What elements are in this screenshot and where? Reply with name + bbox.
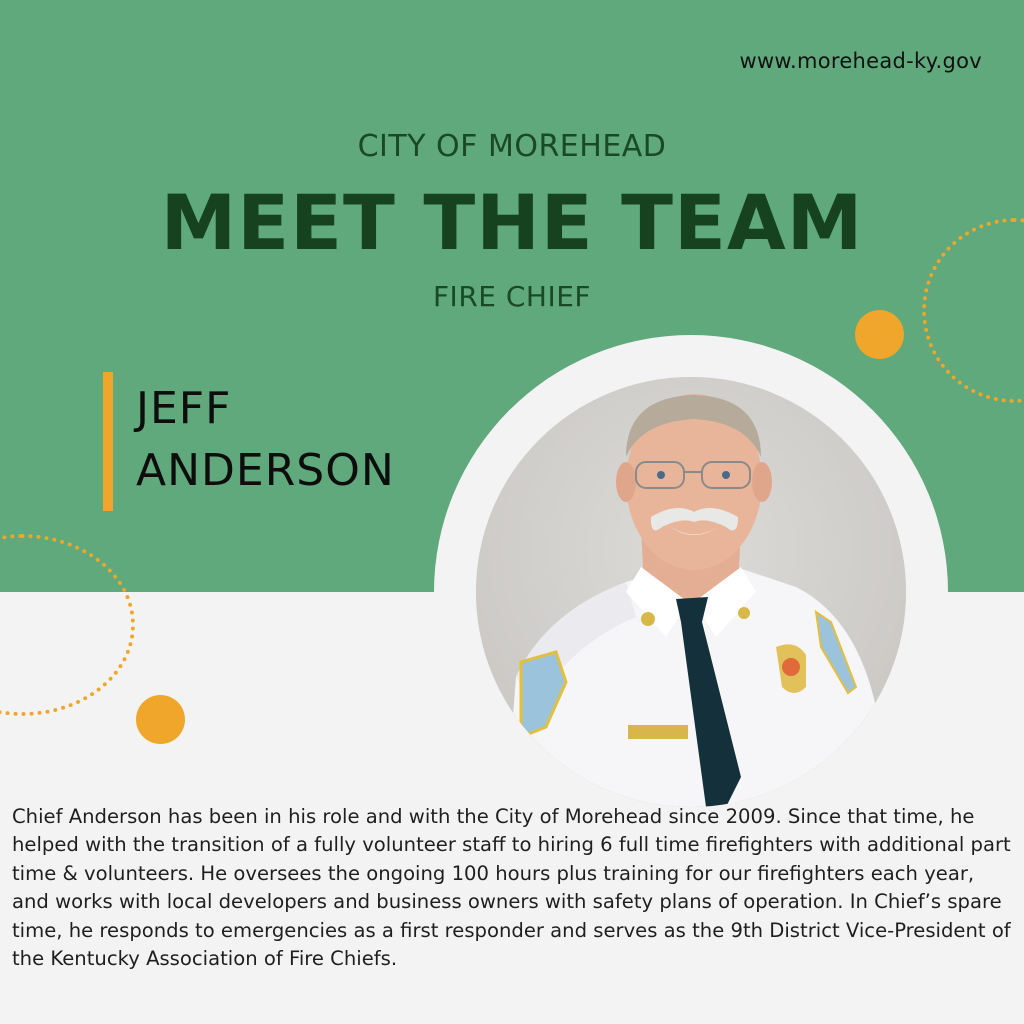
name-accent-bar [103,372,113,511]
organization-name: CITY OF MOREHEAD [357,129,667,164]
last-name: ANDERSON [136,445,395,496]
orange-dot-decoration-left [136,695,185,744]
bio-paragraph: Chief Anderson has been in his role and with the City of Morehead since 2009. Since that time, he helped with the transition of a fully volunteer staff to hiring 6 full time firefighters with additional part time & volunteers. He oversees the ongoing 100 hours plus training for our firefighters each year, and works with local developers and business owners with safety plans of operation. In Chief’s spare time, he responds to emergencies as a first responder and serves as the 9th District Vice-President of the Kentucky Association of Fire Chiefs. [12,805,1011,971]
job-title: FIRE CHIEF [432,280,592,313]
portrait-photo [476,377,906,807]
website-url[interactable]: www.morehead-ky.gov [739,49,982,73]
page-title: MEET THE TEAM [160,178,864,267]
orange-dot-decoration-right [855,310,904,359]
first-name: JEFF [136,383,232,434]
portrait-illustration [476,377,906,807]
person-name [136,378,395,502]
